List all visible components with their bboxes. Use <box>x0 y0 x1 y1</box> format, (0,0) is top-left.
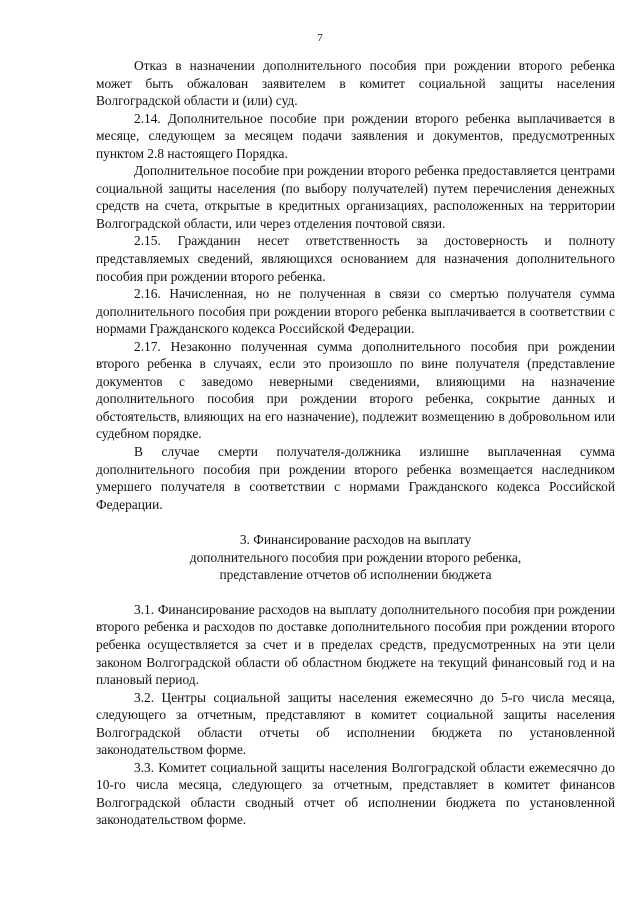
paragraph-appeal: Отказ в назначении дополнительного пособия при рождении второго ребенка может быть обжалован заявителем в комитет социальной защиты населения Волгоградской области и (или) суд. <box>96 58 615 109</box>
section-heading-line: дополнительного пособия при рождении второго ребенка, <box>189 549 522 565</box>
paragraph-2-15: 2.15. Гражданин несет ответственность за достоверность и полноту представляемых сведений, являющихся основанием для назначения дополнительного пособия при рождении второго ребенка. <box>96 233 615 284</box>
paragraph-3-3: 3.3. Комитет социальной защиты населения Волгоградской области ежемесячно до 10-го числа месяца, следующего за отчетным, представляет в комитет финансов Волгоградской области сводный отчет об исполнении бюджета по установленной законодательством форме. <box>96 759 615 828</box>
section-3-heading <box>96 513 615 601</box>
paragraph-2-17: 2.17. Незаконно полученная сумма дополнительного пособия при рождении второго ребенка в случаях, если это произошло по вине получателя (представление документов с заведомо неверными сведениями, влияющими на назначение дополнительного пособия при рождении второго ребенка, сокрытие данных и обстоятельств, влияющих на его назначение), подлежит возмещению в добровольном или судебном порядке. <box>96 338 615 442</box>
section-heading-line: 3. Финансирование расходов на выплату <box>239 532 472 548</box>
paragraph-payment-method: Дополнительное пособие при рождении второго ребенка предоставляется центрами социальной защиты населения (по выбору получателей) путем перечисления денежных средств на счета, открытые в кредитных организациях, расположенных на территории Волгоградской области, или через отделения почтовой связи. <box>96 163 615 231</box>
paragraph-3-2: 3.2. Центры социальной защиты населения ежемесячно до 5-го числа месяца, следующего за отчетным, представляют в комитет социальной защиты населения Волгоградской области отчеты об исполнении бюджета по установленной законодательством форме. <box>96 689 615 758</box>
page-number: 7 <box>317 32 323 44</box>
paragraph-2-14: 2.14. Дополнительное пособие при рождении второго ребенка выплачивается в месяце, следующем за месяцем подачи заявления и документов, предусмотренных пунктом 2.8 настоящего Порядка. <box>96 110 615 161</box>
paragraph-2-16: 2.16. Начисленная, но не полученная в связи со смертью получателя сумма дополнительного пособия при рождении второго ребенка выплачивается в соответствии с нормами Гражданского кодекса Российской Федерации. <box>96 286 615 337</box>
section-heading-line: представление отчетов об исполнении бюджета <box>219 567 492 583</box>
document-body <box>96 57 615 829</box>
paragraph-debtor-death: В случае смерти получателя-должника излишне выплаченная сумма дополнительного пособия при рождении второго ребенка возмещается наследником умершего получателя в соответствии с нормами Гражданского кодекса Российской Федерации. <box>96 444 615 512</box>
paragraph-3-1: 3.1. Финансирование расходов на выплату дополнительного пособия при рождении второго ребенка и расходов по доставке дополнительного пособия при рождении второго ребенка осуществляется за счет и в пределах средств, предусмотренных на эти цели законом Волгоградской области об областном бюджете на текущий финансовый год и на плановый период. <box>96 601 615 688</box>
